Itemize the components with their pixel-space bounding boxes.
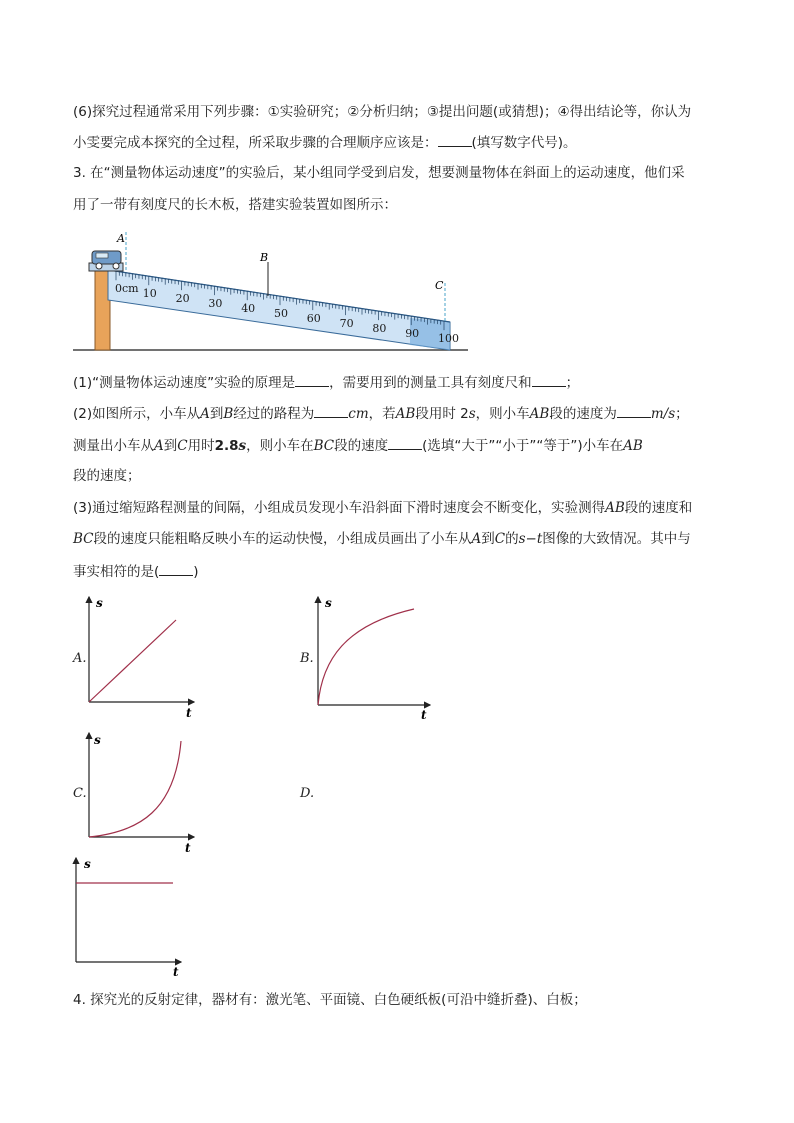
ruler-tick-label: 90: [405, 327, 420, 341]
sub3-text: (3)通过缩短路程测量的间隔，小组成员发现小车沿斜面下滑时速度会不断变化，实验测得: [73, 500, 606, 516]
var-c: C: [494, 531, 506, 547]
axis-t: t: [173, 965, 179, 979]
graph-d: [76, 857, 181, 979]
option-c-label: C.: [73, 786, 87, 801]
ruler-tick-label: 100: [438, 332, 459, 346]
sub2-text: ，则小车在: [246, 438, 314, 454]
label-a: A: [117, 232, 125, 245]
unit-ms: m/s: [650, 406, 676, 422]
sub3-text: 图像的大致情况。其中与: [542, 531, 691, 547]
axis-t: t: [421, 708, 427, 722]
sub2-line3: 段的速度；: [73, 468, 141, 484]
var-b: B: [223, 406, 234, 422]
var-a: A: [200, 406, 210, 422]
ruler-tick-label: 70: [339, 317, 354, 331]
sub3-text: 的: [505, 531, 519, 547]
st-graph-label: s−t: [518, 531, 543, 547]
sub2-text: ；: [675, 406, 689, 422]
option-d-label: D.: [300, 786, 315, 801]
ruler-tick-label: 20: [175, 292, 190, 306]
sub3-text: 段的速度和: [624, 500, 693, 516]
var-ab: AB: [395, 406, 416, 422]
q4-line1: 4. 探究光的反射定律，器材有：激光笔、平面镜、白色硬纸板(可沿中缝折叠)、白板；: [73, 992, 587, 1008]
var-ab: AB: [605, 500, 625, 516]
axis-s: s: [84, 857, 91, 871]
sub3-text: 段的速度只能粗略反映小车的运动快慢，小组成员画出了小车从: [93, 531, 472, 547]
ruler-tick-label: 60: [306, 312, 321, 326]
ruler-tick-label: 0cm: [115, 282, 139, 296]
ruler-tick-label: 10: [142, 287, 157, 301]
axis-s: s: [96, 596, 103, 610]
curve-accelerating: [89, 741, 181, 837]
var-a: A: [154, 438, 164, 454]
ruler-tick-label: 80: [372, 322, 387, 336]
axis-t: t: [186, 706, 192, 720]
graph-b: [318, 596, 430, 722]
var-bc: BC: [313, 438, 335, 454]
sub2-text: 段的速度: [334, 438, 389, 454]
var-ab: AB: [623, 438, 643, 454]
var-ab: AB: [529, 406, 550, 422]
label-c: C: [435, 279, 444, 292]
sub3-text: 到: [481, 531, 495, 547]
sub2-text: (2)如图所示，小车从: [73, 406, 201, 422]
sub2-text: 用时: [187, 438, 215, 454]
sub2-text: ，若: [368, 406, 396, 422]
sub2-text: 到: [163, 438, 178, 454]
time-value: 2.8: [214, 438, 239, 454]
var-bc: BC: [73, 531, 94, 547]
q6-line2-tail: (填写数字代号)。: [471, 135, 577, 151]
axis-t: t: [185, 841, 191, 855]
var-c: C: [177, 438, 188, 454]
option-a-label: A.: [73, 651, 87, 666]
axis-s: s: [94, 733, 101, 747]
sub2-text: 到: [209, 406, 224, 422]
sub3-text: ): [193, 564, 199, 580]
sub1-text3: ；: [565, 375, 580, 391]
sub2-text: 段用时 2: [415, 406, 469, 422]
ruler-tick-label: 50: [274, 307, 288, 321]
q3-line2: 用了一带有刻度尺的长木板，搭建实验装置如图所示：: [73, 197, 397, 213]
sub2-text: (选填“大于”“小于”“等于”)小车在: [422, 438, 624, 454]
curve-linear: [89, 620, 176, 702]
q3-line1: 3. 在“测量物体运动速度”的实验后，某小组同学受到启发，想要测量物体在斜面上的运动速度，他们采: [73, 165, 685, 181]
sub2-text: 测量出小车从: [73, 438, 154, 454]
sub1-text2: ，需要用到的测量工具有刻度尺和: [329, 375, 532, 391]
label-b: B: [260, 251, 269, 264]
var-a: A: [471, 531, 482, 547]
sub1-text: (1)“测量物体运动速度”实验的原理是: [73, 375, 296, 391]
graph-c: [89, 733, 194, 855]
graph-a: [89, 596, 194, 720]
unit-s: s: [238, 438, 247, 454]
axis-s: s: [325, 596, 332, 610]
sub2-text: 经过的路程为: [233, 406, 315, 422]
sub2-text: 段的速度为: [549, 406, 617, 422]
sub3-text: 事实相符的是(: [73, 564, 160, 580]
sub2-text: ，则小车: [475, 406, 530, 422]
q6-line2-text: 小雯要完成本探究的全过程，所采取步骤的合理顺序应该是：: [73, 135, 438, 151]
ruler-tick-label: 30: [208, 297, 223, 311]
q6-line1: (6)探究过程通常采用下列步骤：①实验研究；②分析归纳；③提出问题(或猜想)；④得出结论等，你认为: [73, 104, 692, 120]
unit-cm: cm: [348, 406, 369, 422]
unit-s: s: [468, 406, 476, 422]
option-b-label: B.: [300, 651, 314, 666]
curve-decelerating: [318, 609, 414, 705]
ruler-tick-label: 40: [241, 302, 256, 316]
